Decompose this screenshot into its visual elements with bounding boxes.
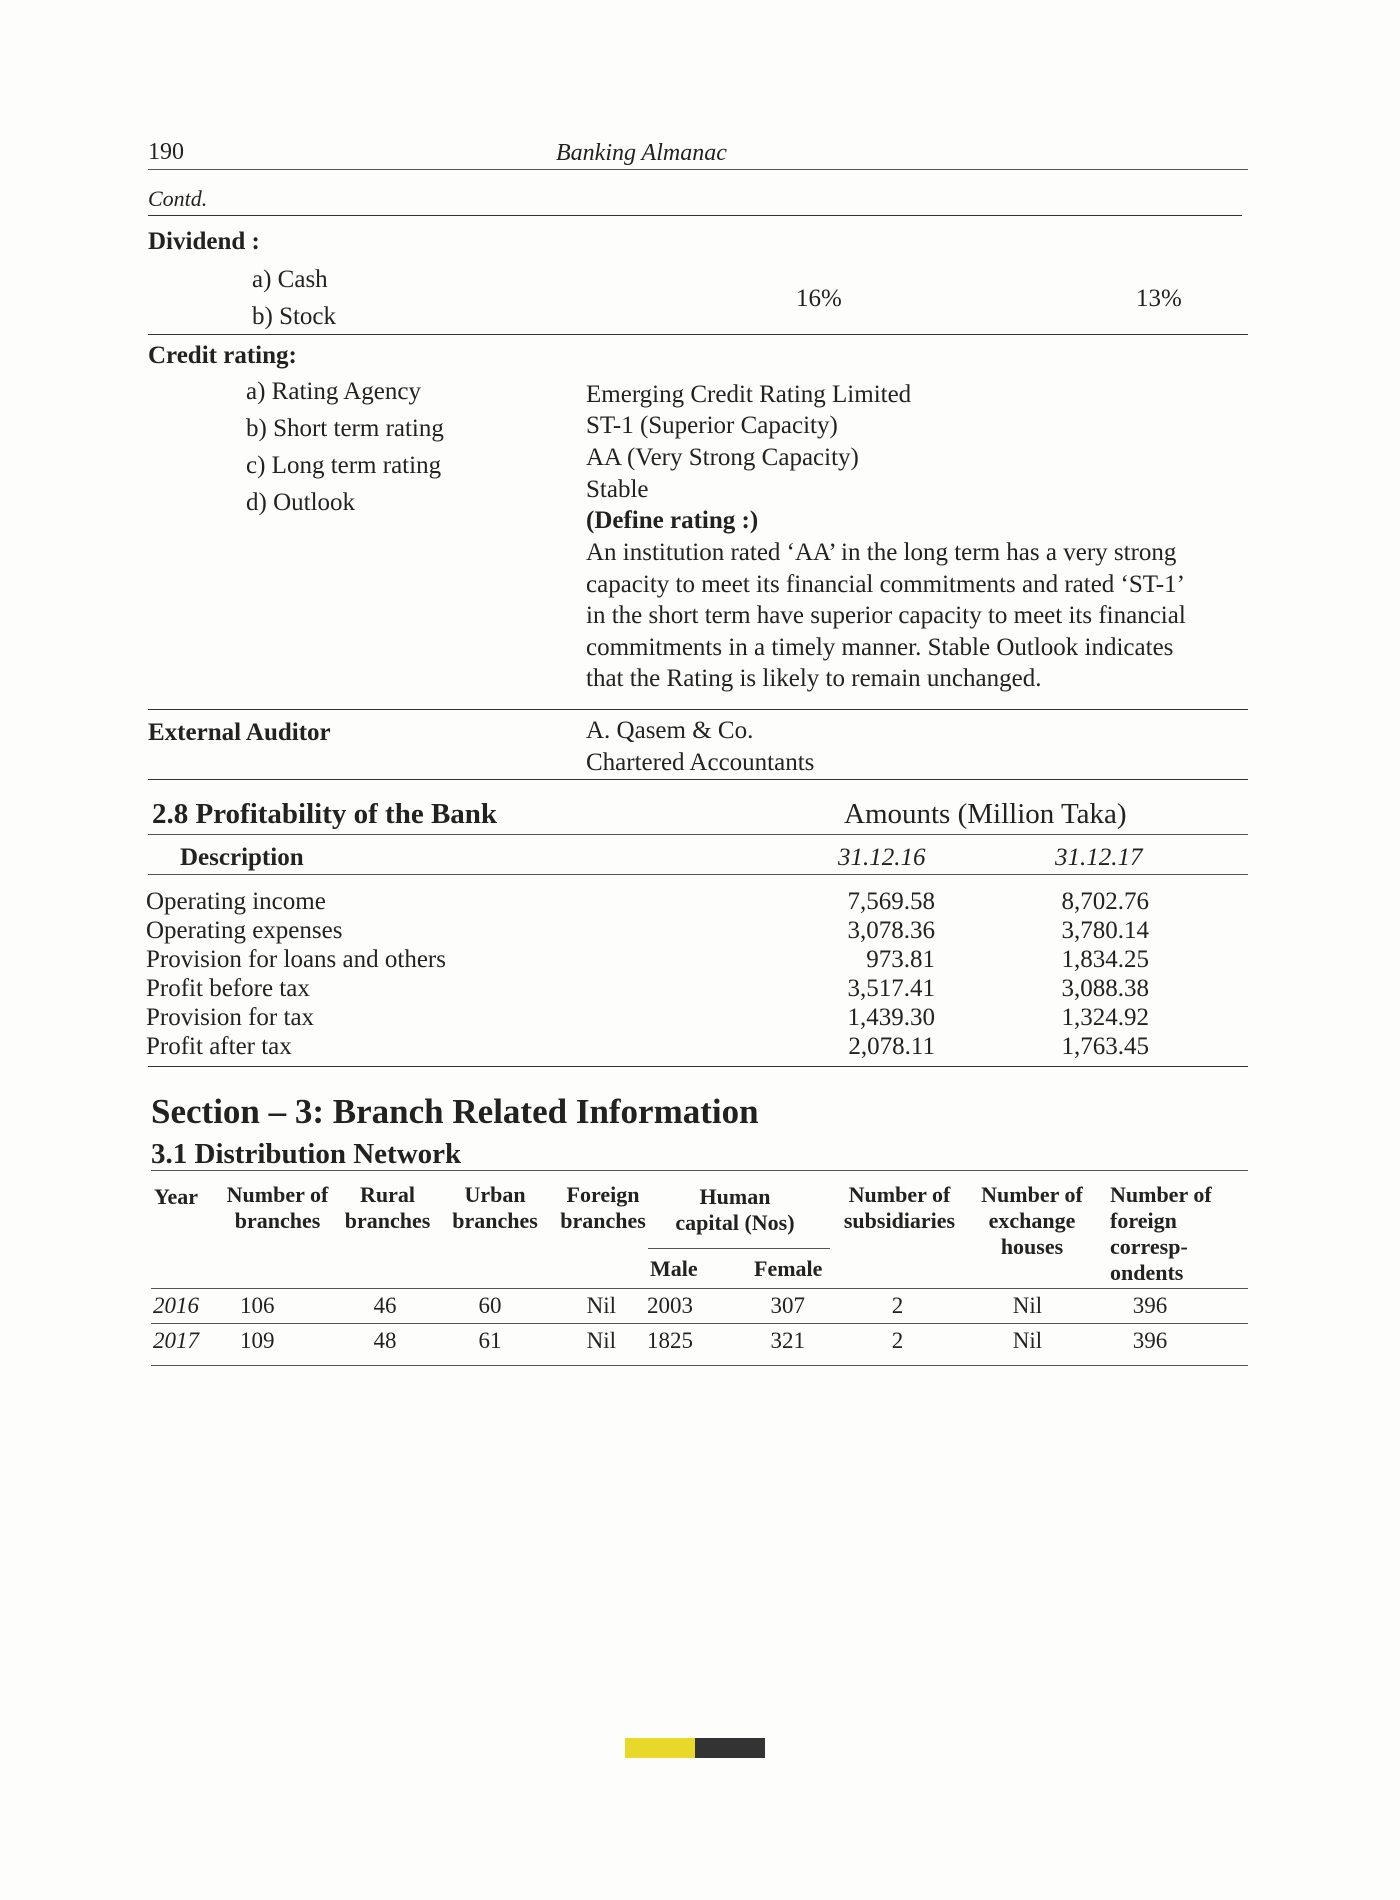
divider [151,1365,1248,1366]
credit-item: b) Short term rating [246,415,444,442]
dividend-cash-label: a) Cash [252,266,328,293]
long-term-rating-value: AA (Very Strong Capacity) [586,444,859,471]
definition-line: in the short term have superior capacity to meet its financial [586,602,1186,629]
divider [148,215,1242,216]
profit-value-2016: 3,517.41 [847,975,935,1002]
cell-rural: 48 [373,1328,397,1353]
divider [151,1323,1248,1324]
col-female: Female [754,1256,823,1281]
cell-correspondents: 396 [1132,1293,1168,1318]
cell-subsidiaries: 2 [891,1293,904,1318]
profit-value-2017: 8,702.76 [1061,888,1149,915]
credit-item: c) Long term rating [246,452,442,479]
cell-branches: 109 [240,1328,275,1353]
cell-year: 2016 [153,1293,199,1318]
col-urban-branches: Urban branches [452,1182,538,1233]
col-exchange-houses: Number of exchange houses [981,1182,1083,1259]
profit-row-label: Profit before tax [146,975,310,1002]
cell-branches: 106 [240,1293,275,1318]
cell-subsidiaries: 2 [891,1328,904,1353]
col-subsidiaries: Number of subsidiaries [843,1182,956,1233]
col-foreign-correspondents: Number of foreign corresp- ondents [1110,1182,1212,1285]
divider [148,709,1248,710]
cell-male: 1825 [647,1328,693,1353]
profit-row-label: Provision for loans and others [146,946,446,973]
profit-row-label: Profit after tax [146,1033,292,1060]
cell-exchange: Nil [1012,1328,1043,1353]
col-header-2017: 31.12.17 [1055,844,1143,871]
short-term-rating-value: ST-1 (Superior Capacity) [586,412,838,439]
col-header-2016: 31.12.16 [838,844,926,871]
outlook-value: Stable [586,476,649,503]
section-subtitle: 3.1 Distribution Network [151,1138,462,1170]
profit-value-2017: 1,324.92 [1061,1004,1149,1031]
cell-exchange: Nil [1012,1293,1043,1318]
profit-row-label: Provision for tax [146,1004,315,1031]
definition-line: capacity to meet its financial commitments and rated ‘ST-1’ [586,571,1185,598]
auditor-name: A. Qasem & Co. [586,717,754,744]
dividend-2016-value: 16% [796,285,842,312]
profit-value-2016: 7,569.58 [847,888,935,915]
divider [148,874,1248,875]
definition-line: that the Rating is likely to remain unchanged. [586,665,1042,692]
cell-male: 2003 [647,1293,693,1318]
contd-label: Contd. [148,186,208,211]
col-human-capital: Human capital (Nos) [675,1184,795,1235]
cell-female: 307 [770,1293,805,1318]
profit-value-2017: 1,763.45 [1061,1033,1149,1060]
page-number: 190 [148,139,184,165]
cell-foreign: Nil [586,1328,616,1353]
divider [148,334,1248,335]
divider [151,1170,1248,1171]
col-num-branches: Number of branches [226,1182,329,1233]
profit-row-label: Operating income [146,888,326,915]
cell-female: 321 [770,1328,805,1353]
credit-item: d) Outlook [246,489,356,516]
section-title: Section – 3: Branch Related Information [151,1092,759,1131]
cell-rural: 46 [373,1293,397,1318]
credit-item: a) Rating Agency [246,378,421,405]
divider [148,834,1248,835]
running-title: Banking Almanac [556,140,727,166]
cell-correspondents: 396 [1132,1328,1168,1353]
external-auditor-label: External Auditor [148,719,331,746]
rating-agency-value: Emerging Credit Rating Limited [586,381,912,408]
footer-bar-dark [695,1738,765,1758]
dividend-2017-value: 13% [1136,285,1182,312]
divider [151,1288,1248,1289]
col-male: Male [650,1256,698,1281]
profit-value-2017: 1,834.25 [1061,946,1149,973]
definition-line: An institution rated ‘AA’ in the long term has a very strong [586,539,1177,566]
profit-value-2016: 2,078.11 [848,1033,935,1060]
auditor-type: Chartered Accountants [586,749,815,776]
cell-foreign: Nil [586,1293,616,1318]
definition-line: commitments in a timely manner. Stable Outlook indicates [586,634,1174,661]
header-rule [148,169,1248,170]
human-capital-subrule [648,1248,830,1249]
cell-urban: 61 [478,1328,502,1353]
description-header: Description [180,844,304,871]
profit-value-2016: 1,439.30 [847,1004,935,1031]
dividend-stock-label: b) Stock [252,303,337,330]
profit-value-2017: 3,780.14 [1061,917,1149,944]
col-foreign-branches: Foreign branches [560,1182,646,1233]
col-rural-branches: Rural branches [344,1182,431,1233]
amounts-label: Amounts (Million Taka) [844,798,1127,830]
profit-value-2016: 973.81 [866,946,935,973]
profit-row-label: Operating expenses [146,917,343,944]
footer-bar-yellow [625,1738,695,1758]
profit-value-2016: 3,078.36 [847,917,935,944]
cell-year: 2017 [153,1328,199,1353]
cell-urban: 60 [478,1293,502,1318]
dividend-label: Dividend : [148,228,260,255]
profitability-title: 2.8 Profitability of the Bank [152,798,498,830]
credit-rating-label: Credit rating: [148,342,297,369]
divider [148,1066,1248,1067]
profit-value-2017: 3,088.38 [1061,975,1149,1002]
col-year: Year [154,1184,198,1209]
define-rating-heading: (Define rating :) [586,507,759,534]
divider [148,779,1248,780]
